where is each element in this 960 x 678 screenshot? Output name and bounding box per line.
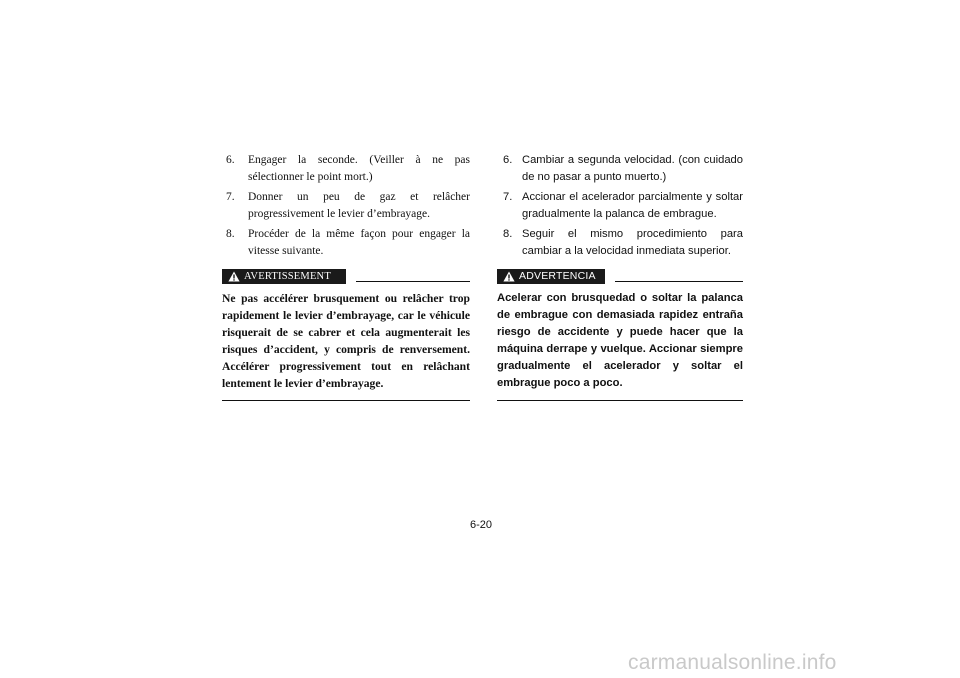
spanish-column	[497, 152, 743, 401]
french-warning-badge	[222, 269, 346, 284]
spanish-step-7	[497, 189, 743, 223]
spanish-step-8	[497, 226, 743, 260]
french-steps-list	[222, 152, 470, 260]
french-step-7	[222, 189, 470, 223]
step-text: Seguir el mismo procedimiento para cambiar a la velocidad inmediata superior.	[522, 228, 743, 257]
step-text: Procéder de la même façon pour engager la vitesse suivante.	[248, 228, 470, 257]
spanish-warning-badge	[497, 269, 605, 284]
step-number: 6.	[503, 154, 513, 166]
divider	[356, 281, 470, 282]
step-number: 7.	[226, 191, 235, 203]
step-text: Donner un peu de gaz et relâcher progressivement le levier d’embrayage.	[248, 191, 470, 220]
warning-label: AVERTISSEMENT	[244, 270, 331, 282]
step-text: Cambiar a segunda velocidad. (con cuidado de no pasar a punto muerto.)	[522, 154, 743, 183]
step-number: 8.	[503, 228, 513, 240]
spanish-step-6	[497, 152, 743, 186]
warning-triangle-icon	[228, 271, 240, 282]
warning-label: ADVERTENCIA	[519, 269, 596, 282]
divider	[497, 400, 743, 401]
divider	[615, 281, 743, 282]
step-number: 6.	[226, 154, 235, 166]
divider	[222, 400, 470, 401]
spanish-warning-text: Acelerar con brusquedad o soltar la palanca de embrague con demasiada rapidez entraña riesgo de accidente y puede hacer que la máquina derrape y vuelque. Accionar siempre gradualmente el acelerador y soltar el embrague poco a poco.	[497, 292, 743, 389]
page-number: 6-20	[470, 519, 493, 531]
french-step-6	[222, 152, 470, 186]
step-number: 8.	[226, 228, 235, 240]
step-text: Accionar el acelerador parcialmente y soltar gradualmente la palanca de embrague.	[522, 191, 743, 220]
spanish-warning-header	[497, 268, 743, 284]
warning-triangle-icon	[503, 271, 515, 282]
french-warning-text: Ne pas accélérer brusquement ou relâcher trop rapidement le levier d’embrayage, car le véhicule risquerait de se cabrer et cela augmenterait les risques d’accident, y compris de renversement. Accélérer progressivement tout en relâchant lentement le levier d’embrayage.	[222, 292, 470, 390]
french-column	[222, 152, 470, 401]
step-number: 7.	[503, 191, 513, 203]
step-text: Engager la seconde. (Veiller à ne pas sélectionner le point mort.)	[248, 154, 470, 183]
french-step-8	[222, 226, 470, 260]
french-warning-header	[222, 268, 470, 284]
spanish-steps-list	[497, 152, 743, 260]
watermark: carmanualsonline.info	[628, 651, 837, 674]
